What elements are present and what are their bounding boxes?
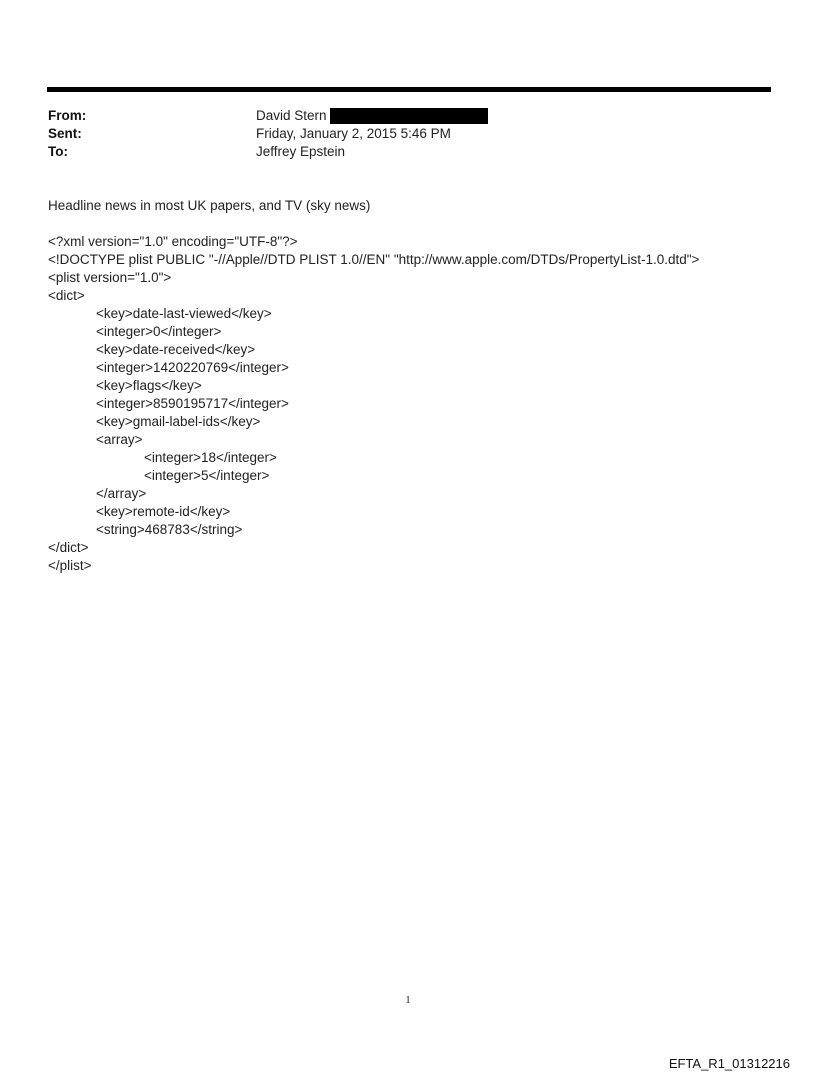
plist-line: <key>remote-id</key> [96, 504, 231, 519]
sent-value: Friday, January 2, 2015 5:46 PM [256, 126, 451, 141]
plist-line: <key>date-received</key> [96, 342, 256, 357]
sent-label: Sent: [48, 126, 82, 141]
plist-content [48, 233, 699, 575]
plist-line: <plist version="1.0"> [48, 270, 172, 285]
to-row [48, 143, 748, 161]
plist-line: <integer>0</integer> [96, 324, 222, 339]
plist-line: <key>gmail-label-ids</key> [96, 414, 261, 429]
from-value [256, 107, 488, 125]
redaction-block [330, 108, 488, 124]
plist-line: <?xml version="1.0" encoding="UTF-8"?> [48, 234, 298, 249]
plist-line: </array> [96, 486, 147, 501]
to-label: To: [48, 144, 68, 159]
email-body-text: Headline news in most UK papers, and TV (sky news) [48, 198, 371, 213]
plist-line: <string>468783</string> [96, 522, 243, 537]
email-header [48, 107, 748, 161]
sender-name: David Stern [256, 108, 327, 123]
page-number: 1 [405, 994, 411, 1006]
plist-line: <integer>18</integer> [144, 450, 277, 465]
plist-line: <integer>8590195717</integer> [96, 396, 289, 411]
plist-line: <key>date-last-viewed</key> [96, 306, 272, 321]
bates-number: EFTA_R1_01312216 [668, 1056, 790, 1071]
from-row [48, 107, 748, 125]
plist-line: <integer>1420220769</integer> [96, 360, 289, 375]
plist-line: </dict> [48, 540, 89, 555]
to-value: Jeffrey Epstein [256, 144, 346, 159]
plist-line: <dict> [48, 288, 85, 303]
plist-line: <key>flags</key> [96, 378, 202, 393]
plist-line: </plist> [48, 558, 92, 573]
plist-line: <integer>5</integer> [144, 468, 270, 483]
plist-line: <!DOCTYPE plist PUBLIC "-//Apple//DTD PLIST 1.0//EN" "http://www.apple.com/DTDs/PropertyList-1.0.dtd"> [48, 252, 700, 267]
sent-row [48, 125, 748, 143]
plist-line: <array> [96, 432, 143, 447]
from-label: From: [48, 108, 87, 123]
header-divider [47, 87, 771, 92]
